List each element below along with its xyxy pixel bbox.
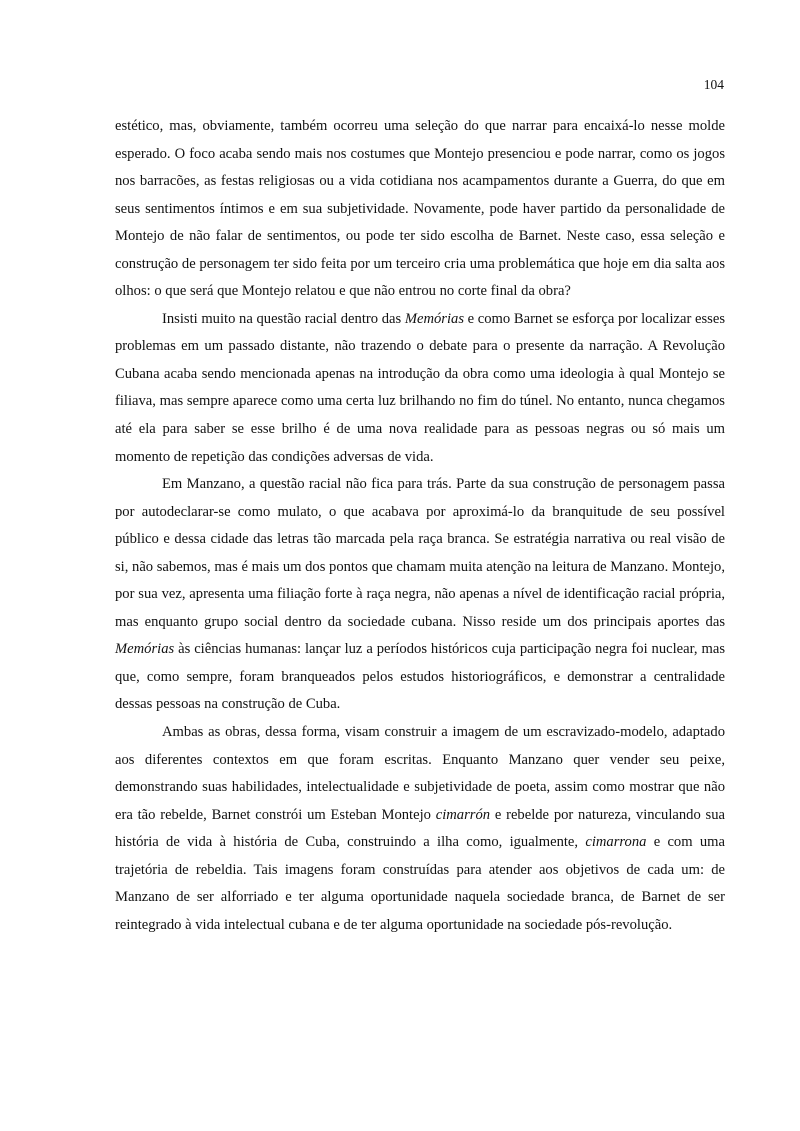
paragraph-4 (115, 719, 725, 939)
paragraph-text: às ciências humanas: lançar luz a períodos históricos cuja participação negra foi nuclear, mas que, como sempre, foram branqueados pelos estudos historiográficos, e demonstrar a centralidade dessas pessoas na construção de Cuba. (115, 641, 725, 713)
book-title-italic: Memórias (115, 641, 175, 658)
paragraph-text: estético, mas, obviamente, também ocorreu uma seleção do que narrar para encaixá-lo nesse molde esperado. O foco acaba sendo mais nos costumes que Montejo presenciou e pode narrar, como os jogos nos barracões, as festas religiosas ou a vida cotidiana nos acampamentos durante a Guerra, do que em seus sentimentos íntimos e em sua subjetividade. Novamente, pode haver partido da personalidade de Montejo de não falar de sentimentos, ou pode ter sido escolha de Barnet. Neste caso, essa seleção e construção de personagem ter sido feita por um terceiro cria uma problemática que hoje em dia salta aos olhos: o que será que Montejo relatou e que não entrou no corte final da obra? (115, 118, 725, 300)
paragraph-2 (115, 306, 725, 471)
book-title-italic: Memórias (404, 310, 464, 327)
document-body (115, 113, 725, 939)
page-number: 104 (703, 77, 724, 92)
paragraph-text: e rebelde por natureza, vinculando sua história de vida à história de Cuba, construindo a ilha como, igualmente, (115, 806, 725, 851)
italic-term: cimarrona (585, 834, 647, 851)
paragraph-text: Em Manzano, a questão racial não fica para trás. Parte da sua construção de personagem passa por autodeclarar-se como mulato, o que acabava por aproximá-lo da branquitude de seu possível público e dessa cidade das letras tão marcada pela raça branca. Se estratégia narrativa ou real visão de si, não sabemos, mas é mais um dos pontos que chamam muita atenção na leitura de Manzano. Montejo, por sua vez, apresenta uma filiação forte à raça negra, não apenas a nível de identificação racial própria, mas enquanto grupo social dentro da sociedade cubana. Nisso reside um dos principais aportes das (115, 476, 725, 630)
paragraph-3 (115, 471, 725, 719)
paragraph-text: e como Barnet se esforça por localizar esses problemas em um passado distante, não trazendo o debate para o presente da narração. A Revolução Cubana acaba sendo mencionada apenas na introdução da obra como uma ideologia à qual Montejo se filiava, mas sempre aparece como uma certa luz brilhando no fim do túnel. No entanto, nunca chegamos até ela para saber se esse brilho é de uma nova realidade para as pessoas negras ou só mais um momento de repetição das condições adversas de vida. (115, 310, 725, 465)
paragraph-text: Insisti muito na questão racial dentro das (162, 310, 405, 327)
italic-term: cimarrón (435, 806, 491, 823)
paragraph-text: e com uma trajetória de rebeldia. Tais imagens foram construídas para atender aos objetivos de cada um: de Manzano de ser alforriado e ter alguma oportunidade naquela sociedade branca, de Barnet de ser reintegrado à vida intelectual cubana e de ter alguma oportunidade na sociedade pós-revolução. (115, 834, 725, 933)
paragraph-1 (115, 113, 725, 306)
paragraph-text: Ambas as obras, dessa forma, visam construir a imagem de um escravizado-modelo, adaptado aos diferentes contextos em que foram escritas. Enquanto Manzano quer vender seu peixe, demonstrando suas habilidades, intelectualidade e subjetividade de poeta, assim como mostrar que não era tão rebelde, Barnet constrói um Esteban Montejo (115, 724, 725, 823)
